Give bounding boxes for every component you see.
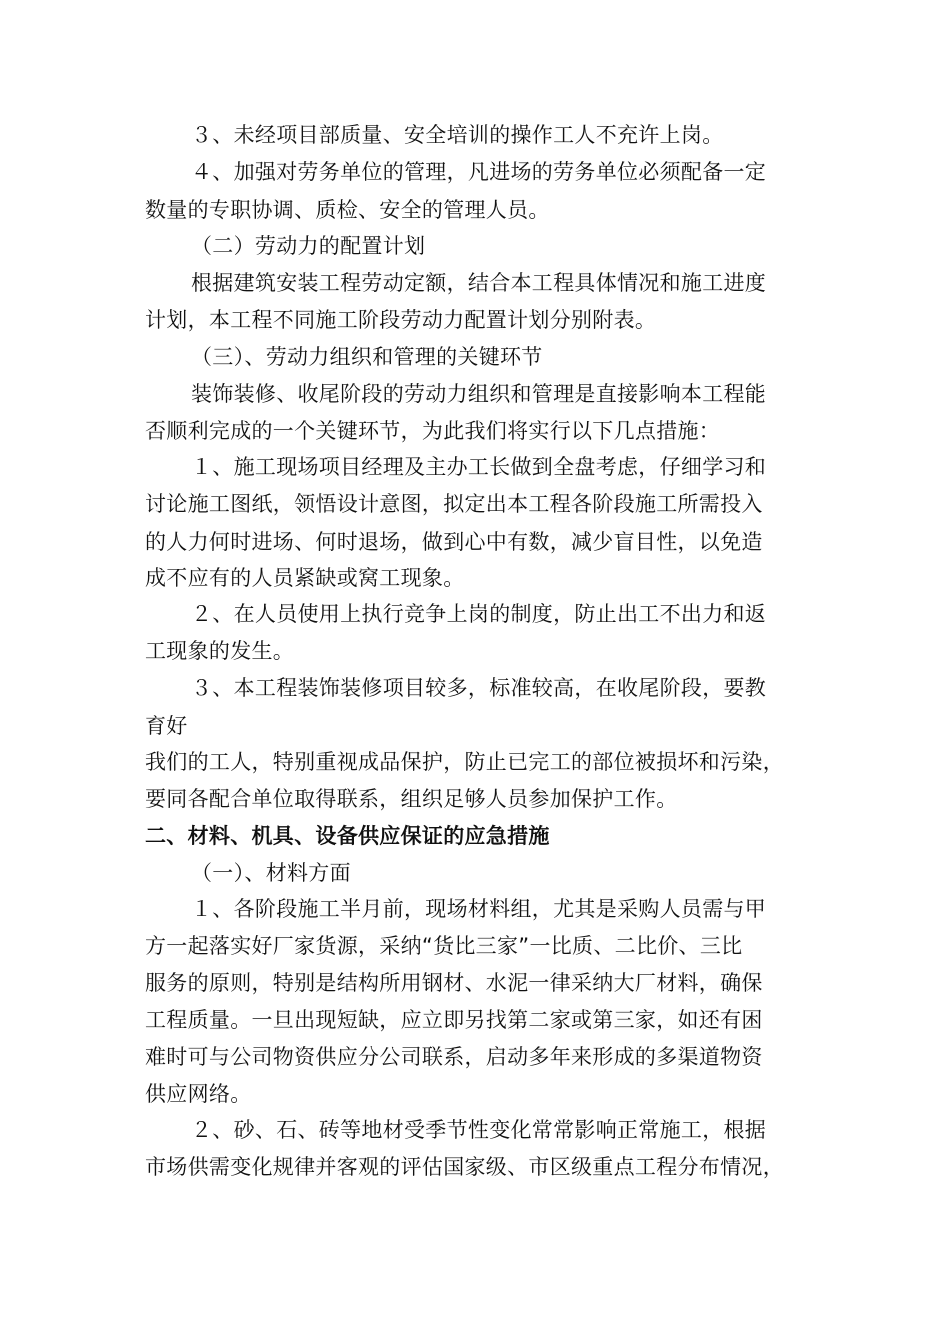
text-line: 育好 [145,714,188,738]
section-heading: 二、材料、机具、设备供应保证的应急措施 [145,824,550,848]
text-line: 工程质量。一旦出现短缺，应立即另找第二家或第三家，如还有困 [145,1008,763,1032]
section-subheading: （三）、劳动力组织和管理的关键环节 [191,345,543,369]
text-line: 要同各配合单位取得联系，组织足够人员参加保护工作。 [145,787,678,811]
text-line: ２、砂、石、砖等地材受季节性变化常常影响正常施工，根据 [191,1118,767,1142]
text-line: １、各阶段施工半月前，现场材料组，尤其是采购人员需与甲 [191,897,767,921]
text-line: 方一起落实好厂家货源，采纳“货比三家”一比质、二比价、三比 [145,934,743,958]
text-line: 供应网络。 [145,1082,252,1106]
text-line: 讨论施工图纸，领悟设计意图，拟定出本工程各阶段施工所需投入 [145,492,763,516]
text-line: 装饰装修、收尾阶段的劳动力组织和管理是直接影响本工程能 [191,382,767,406]
text-line: 市场供需变化规律并客观的评估国家级、市区级重点工程分布情况， [145,1155,784,1179]
text-line: ２、在人员使用上执行竞争上岗的制度，防止出工不出力和返 [191,602,767,626]
text-line: ４、加强对劳务单位的管理，凡进场的劳务单位必须配备一定 [191,160,767,184]
text-line: 工现象的发生。 [145,639,295,663]
text-line: 服务的原则，特别是结构所用钢材、水泥一律采纳大厂材料，确保 [145,971,763,995]
text-line: ３、本工程装饰装修项目较多，标准较高，在收尾阶段，要教 [191,676,767,700]
text-line: 我们的工人，特别重视成品保护，防止已完工的部位被损坏和污染， [145,750,784,774]
text-line: 计划，本工程不同施工阶段劳动力配置计划分别附表。 [145,308,657,332]
text-line: 根据建筑安装工程劳动定额，结合本工程具体情况和施工进度 [191,271,767,295]
section-subheading: （二）劳动力的配置计划 [191,234,426,258]
text-line: 难时可与公司物资供应分公司联系，启动多年来形成的多渠道物资 [145,1045,763,1069]
text-line: １、施工现场项目经理及主办工长做到全盘考虑，仔细学习和 [191,455,767,479]
text-line: 数量的专职协调、质检、安全的管理人员。 [145,198,550,222]
text-line: ３、未经项目部质量、安全培训的操作工人不充许上岗。 [191,123,724,147]
text-line: 的人力何时进场、何时退场，做到心中有数，减少盲目性，以免造 [145,530,763,554]
section-subheading: （一）、材料方面 [191,861,351,885]
text-line: 成不应有的人员紧缺或窝工现象。 [145,566,465,590]
text-line: 否顺利完成的一个关键环节，为此我们将实行以下几点措施： [145,419,721,443]
